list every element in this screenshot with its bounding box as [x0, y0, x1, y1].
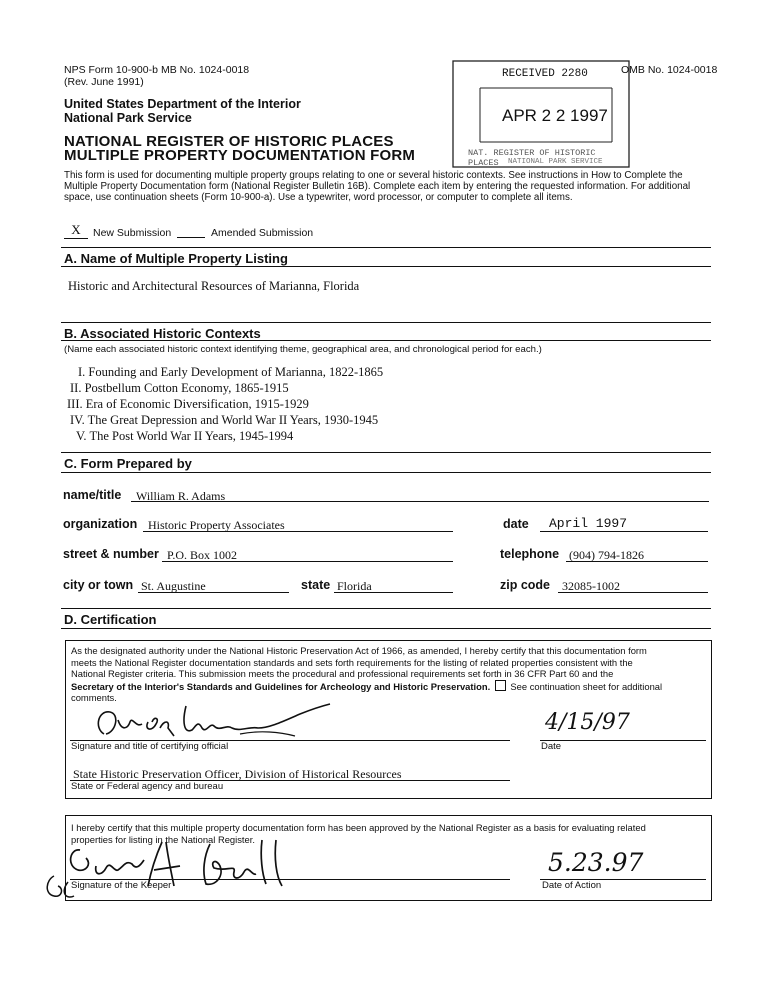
- section-d-top-rule: [61, 608, 711, 609]
- certification-statement: [71, 645, 711, 704]
- cert-continuation-text: See continuation sheet for additional: [510, 680, 663, 692]
- street-number-line: [162, 561, 453, 562]
- department-name: United States Department of the Interior: [64, 97, 301, 111]
- historic-context-item: II. Postbellum Cotton Economy, 1865-1915: [70, 381, 289, 395]
- section-c-bottom-rule: [61, 472, 711, 473]
- form-number: [64, 64, 249, 76]
- section-d-title: D. Certification: [64, 612, 157, 627]
- keeper-date-label: Date of Action: [542, 880, 602, 891]
- historic-context-item: IV. The Great Depression and World War II Years, 1930-1945: [70, 413, 379, 427]
- received-stamp: [452, 60, 630, 168]
- cert-line: National Register criteria. This submission meets the procedural and professional requirements set forth in 36 CFR Part 60 and the: [71, 668, 614, 679]
- zip-code-line: [558, 592, 708, 593]
- name-title-label: name/title: [63, 488, 122, 502]
- name-title-line: [131, 501, 709, 502]
- omb-left: MB No. 1024-0018: [160, 64, 250, 76]
- section-a-title: A. Name of Multiple Property Listing: [64, 251, 288, 266]
- section-b-top-rule: [61, 322, 711, 323]
- telephone-value[interactable]: (904) 794-1826: [569, 548, 644, 562]
- date-line: [540, 531, 708, 532]
- historic-context-item: III. Era of Economic Diversification, 1915-1929: [67, 397, 309, 411]
- street-number-value[interactable]: P.O. Box 1002: [167, 548, 238, 562]
- date-value[interactable]: April 1997: [549, 516, 628, 531]
- continuation-checkbox[interactable]: [495, 680, 506, 691]
- keeper-signature-label: Signature of the Keeper: [71, 880, 172, 891]
- state-label: state: [301, 578, 331, 592]
- section-c-title: C. Form Prepared by: [64, 456, 192, 471]
- telephone-line: [566, 561, 708, 562]
- shpo-date-label: Date: [541, 741, 562, 752]
- stamp-received: RECEIVED 2280: [502, 68, 588, 80]
- stamp-date: APR 2 2 1997: [502, 106, 608, 125]
- keeper-signature: [40, 836, 330, 906]
- cert-line: As the designated authority under the National Historic Preservation Act of 1966, as amended, I hereby certify that this documentation form: [71, 645, 647, 656]
- agency-bureau-value: State Historic Preservation Officer, Division of Historical Resources: [73, 767, 402, 781]
- section-d-bottom-rule: [61, 628, 711, 629]
- organization-line: [143, 531, 453, 532]
- section-b-title: B. Associated Historic Contexts: [64, 326, 261, 341]
- keeper-line: I hereby certify that this multiple property documentation form has been approved by the National Register as a basis for evaluating related: [71, 822, 646, 833]
- cert-standards-text: Secretary of the Interior's Standards and Guidelines for Archeology and Historic Preservation.: [71, 680, 491, 692]
- date-label: date: [503, 517, 529, 531]
- shpo-date-line: [540, 740, 706, 741]
- service-name: National Park Service: [64, 111, 192, 125]
- agency-bureau-label: State or Federal agency and bureau: [71, 781, 224, 792]
- telephone-label: telephone: [500, 547, 560, 561]
- section-c-top-rule: [61, 452, 711, 453]
- cert-line: meets the National Register documentation standards and sets forth requirements for the listing of related properties consistent with the: [71, 656, 633, 668]
- form-title-line1: NATIONAL REGISTER OF HISTORIC PLACES: [64, 133, 394, 150]
- name-title-value[interactable]: William R. Adams: [136, 489, 226, 503]
- city-town-line: [138, 592, 289, 593]
- historic-context-item: V. The Post World War II Years, 1945-1994: [76, 429, 294, 443]
- stamp-agency-1: NAT. REGISTER OF HISTORIC PLACES: [468, 148, 596, 168]
- cert-line: comments.: [71, 692, 117, 703]
- new-submission-checkmark[interactable]: X: [64, 222, 88, 239]
- section-b-note: (Name each associated historic context identifying theme, geographical area, and chronological period for each.): [64, 344, 542, 355]
- zip-code-label: zip code: [500, 578, 551, 592]
- state-value[interactable]: Florida: [337, 579, 372, 593]
- amended-submission-label: Amended Submission: [211, 227, 314, 239]
- organization-value[interactable]: Historic Property Associates: [148, 518, 285, 532]
- cert-line: [71, 680, 711, 693]
- section-a-top-rule: [61, 247, 711, 248]
- organization-label: organization: [63, 517, 138, 531]
- city-town-label: city or town: [63, 578, 134, 592]
- omb-number: OMB No. 1024-0018: [621, 64, 718, 76]
- city-town-value[interactable]: St. Augustine: [141, 579, 206, 593]
- form-title-line2: MULTIPLE PROPERTY DOCUMENTATION FORM: [64, 147, 416, 164]
- shpo-signature-label: Signature and title of certifying official: [71, 741, 229, 752]
- street-number-label: street & number: [63, 547, 159, 561]
- zip-code-value[interactable]: 32085-1002: [562, 579, 620, 593]
- form-number-text: NPS Form 10-900-b: [64, 64, 158, 76]
- keeper-date-handwritten: 5.23.97: [548, 848, 644, 877]
- historic-context-item: I. Founding and Early Development of Marianna, 1822-1865: [78, 365, 384, 379]
- section-a-bottom-rule: [61, 266, 711, 267]
- multiple-property-name: Historic and Architectural Resources of Marianna, Florida: [68, 279, 360, 293]
- stamp-agency-2: NATIONAL PARK SERVICE: [508, 158, 603, 166]
- amended-submission-checkbox[interactable]: [177, 237, 205, 238]
- shpo-date-handwritten: 4/15/97: [545, 710, 630, 735]
- new-submission-label: New Submission: [93, 227, 172, 239]
- revision-date: (Rev. June 1991): [64, 76, 144, 88]
- form-instructions: This form is used for documenting multiple property groups relating to one or several historic contexts. See instructions in How to Complete the Multiple Property Documentation form (National Register Bulletin 16B). Complete each item by entering the requested information. For additional space, use continuation sheets (Form 10-900-a). Use a typewriter, word processor, or computer to complete all items.: [64, 170, 691, 203]
- section-b-bottom-rule: [61, 340, 711, 341]
- keeper-line: properties for listing in the National Register.: [71, 833, 255, 845]
- state-line: [334, 592, 453, 593]
